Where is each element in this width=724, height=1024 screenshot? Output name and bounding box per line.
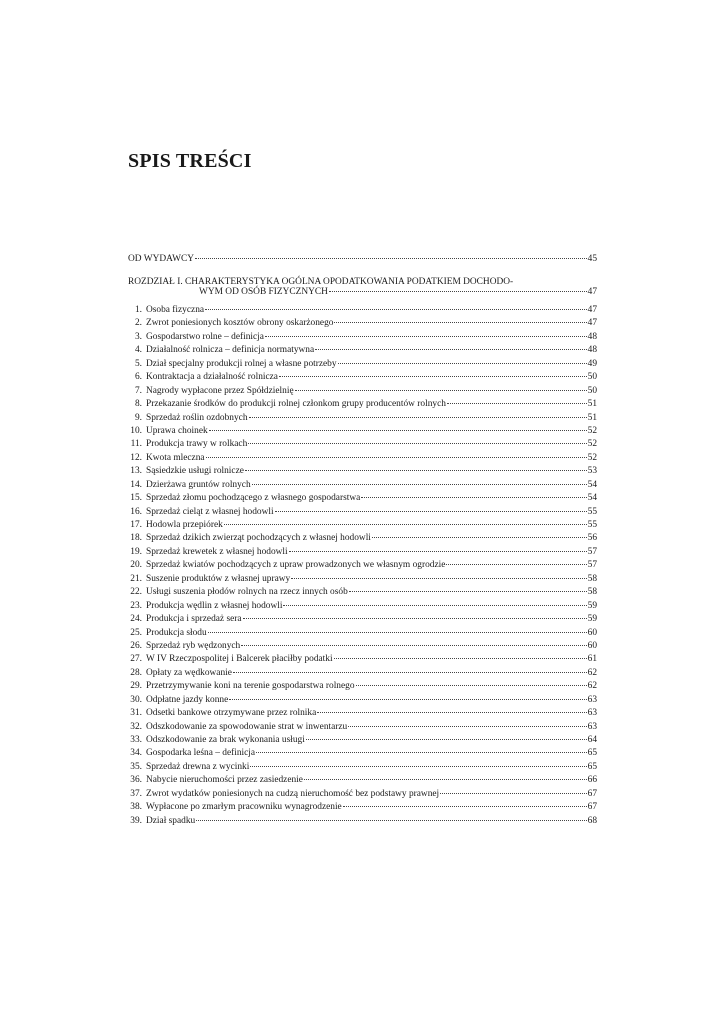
toc-entry[interactable] (128, 520, 597, 533)
toc-entry-number: 24. (130, 614, 142, 625)
dot-leader (205, 309, 587, 310)
toc-entry[interactable] (128, 439, 597, 452)
toc-entry-label: W IV Rzeczpospolitej i Balcerek płaciłby podatki (146, 654, 333, 665)
toc-entry-number: 14. (130, 479, 142, 490)
toc-entry-page: 48 (587, 345, 597, 356)
toc-chapter-heading[interactable] (128, 277, 597, 297)
dot-leader (209, 430, 587, 431)
toc-entry-page: 66 (587, 775, 597, 786)
toc-entry-page: 68 (587, 815, 597, 826)
toc-entry[interactable] (128, 426, 597, 439)
toc-entry[interactable] (128, 735, 597, 748)
toc-entry-page: 63 (587, 694, 597, 705)
toc-entry-page: 65 (587, 761, 597, 772)
toc-entry-label: Produkcja trawy w rolkach (146, 439, 248, 450)
toc-entry-label: Kwota mleczna (146, 452, 205, 463)
toc-entry-label: Produkcja wędlin z własnej hodowli (146, 600, 283, 611)
toc-entry[interactable] (128, 708, 597, 721)
dot-leader (279, 376, 587, 377)
toc-entry[interactable] (128, 816, 597, 829)
dot-leader (349, 591, 587, 592)
dot-leader (196, 820, 586, 821)
toc-entry[interactable] (128, 587, 597, 600)
toc-entry-label: Odpłatne jazdy konne (146, 694, 229, 705)
toc-entry[interactable] (128, 305, 597, 318)
toc-entry[interactable] (128, 668, 597, 681)
toc-entry[interactable] (128, 493, 597, 506)
toc-entry-number: 17. (130, 520, 142, 530)
toc-entry-number: 19. (130, 546, 142, 557)
dot-leader (356, 685, 587, 686)
dot-leader (315, 349, 586, 350)
toc-entry-label: Uprawa choinek (146, 425, 208, 436)
toc-entry-label: Produkcja i sprzedaż sera (146, 614, 242, 625)
toc-entry-page: 62 (587, 667, 597, 678)
dot-leader (329, 291, 587, 292)
dot-leader (206, 457, 587, 458)
toc-entry-label: Przetrzymywanie koni na terenie gospodarstwa rolnego (146, 681, 355, 692)
toc-entry-page: 45 (587, 254, 597, 264)
toc-entry-number: 31. (130, 708, 142, 719)
toc-entry-label: Gospodarstwo rolne – definicja (146, 331, 264, 342)
toc-entry-label: Sąsiedzkie usługi rolnicze (146, 466, 244, 477)
toc-entry[interactable] (128, 614, 597, 627)
dot-leader (348, 726, 586, 727)
dot-leader (208, 632, 587, 633)
toc-entry-number: 32. (130, 721, 142, 732)
toc-entry-page: 47 (587, 318, 597, 329)
toc-entry-number: 18. (130, 533, 142, 544)
toc-entry-label: Zwrot poniesionych kosztów obrony oskarżonego (146, 318, 334, 329)
dot-leader (224, 524, 587, 525)
toc-entry-number: 10. (130, 425, 142, 436)
toc-entry-label: Produkcja słodu (146, 627, 207, 638)
toc-entry-page: 47 (587, 305, 597, 315)
toc-entry[interactable] (128, 775, 597, 788)
toc-entry-label: Odszkodowanie za spowodowanie strat w inwentarzu (146, 721, 348, 732)
dot-leader (248, 443, 586, 444)
toc-entry-number: 11. (130, 439, 142, 450)
toc-entry-number: 35. (130, 761, 142, 772)
toc-entry-label: Opłaty za wędkowanie (146, 667, 232, 678)
toc-entry[interactable] (128, 547, 597, 560)
dot-leader (361, 497, 586, 498)
dot-leader (233, 672, 587, 673)
toc-entry[interactable] (128, 318, 597, 331)
dot-leader (291, 578, 586, 579)
toc-entry-page: 52 (587, 452, 597, 463)
toc-entry-label: Sprzedaż roślin ozdobnych (146, 412, 248, 423)
toc-entry[interactable] (128, 641, 597, 654)
toc-entry-number: 30. (130, 694, 142, 705)
toc-entry[interactable] (128, 560, 597, 573)
chapter-title-line2: WYM OD OSÓB FIZYCZNYCH (199, 287, 328, 297)
toc-entry[interactable] (128, 359, 597, 372)
toc-entry-label: Wypłacone po zmarłym pracowniku wynagrodzenie (146, 802, 342, 813)
toc-entry[interactable] (128, 372, 597, 385)
toc-entry[interactable] (128, 762, 597, 775)
toc-entry[interactable] (128, 466, 597, 479)
toc-entry-number: 26. (130, 640, 142, 651)
toc-entry-label: Dział spadku (146, 815, 196, 826)
toc-entry-page: 64 (587, 735, 597, 745)
toc-entry[interactable] (128, 748, 597, 761)
toc-entry-label: Sprzedaż krewetek z własnej hodowli (146, 546, 288, 557)
toc-entry-page: 52 (587, 439, 597, 450)
toc-entry-label: Sprzedaż cieląt z własnej hodowli (146, 506, 274, 517)
toc-entry-number: 21. (130, 573, 142, 584)
toc-entry-label: Zwrot wydatków poniesionych na cudzą nieruchomość bez podstawy prawnej (146, 788, 440, 799)
toc-entry-foreword[interactable] (128, 254, 597, 264)
toc-entry-label: Dzierżawa gruntów rolnych (146, 479, 251, 490)
toc-entry-page: 49 (587, 358, 597, 369)
toc-entry-number: 8. (134, 399, 142, 410)
dot-leader (245, 470, 587, 471)
dot-leader (229, 699, 586, 700)
toc-entry-number: 12. (130, 452, 142, 463)
toc-entry[interactable] (128, 628, 597, 641)
toc-entry-number: 5. (134, 358, 142, 369)
toc-entry-number: 4. (134, 345, 142, 356)
toc-entry-page: 58 (587, 587, 597, 598)
toc-entry-label: Sprzedaż ryb wędzonych (146, 640, 241, 651)
toc-entry-number: 7. (134, 385, 142, 396)
toc-entry-number: 1. (134, 305, 142, 315)
toc-entry-label: Usługi suszenia płodów rolnych na rzecz innych osób (146, 587, 348, 598)
toc-entry-page: 57 (587, 560, 597, 571)
toc-entry-page: 54 (587, 479, 597, 490)
chapter-page: 47 (587, 287, 597, 297)
toc-entry-label: Działalność rolnicza – definicja normatywna (146, 345, 315, 356)
toc-entry-label: Hodowla przepiórek (146, 520, 223, 530)
toc-entry-number: 36. (130, 775, 142, 786)
toc-entry-number: 29. (130, 681, 142, 692)
toc-entry-number: 39. (130, 815, 142, 826)
dot-leader (289, 551, 587, 552)
toc-entry-number: 6. (134, 372, 142, 383)
toc-entry-number: 23. (130, 600, 142, 611)
toc-entry-page: 58 (587, 573, 597, 584)
dot-leader (252, 484, 587, 485)
toc-entry-page: 55 (587, 506, 597, 517)
toc-entry-page: 57 (587, 546, 597, 557)
toc-entry-page: 54 (587, 493, 597, 504)
dot-leader (338, 363, 587, 364)
toc-entry-label: Przekazanie środków do produkcji rolnej członkom grupy producentów rolnych (146, 399, 446, 410)
toc-entry-page: 59 (587, 600, 597, 611)
toc-entry-label: OD WYDAWCY (128, 254, 194, 264)
toc-entry-label: Sprzedaż drewna z wycinki (146, 761, 250, 772)
toc-entry-number: 3. (134, 331, 142, 342)
dot-leader (334, 322, 586, 323)
dot-leader (275, 511, 587, 512)
toc-entry-page: 53 (587, 466, 597, 477)
toc-entry-number: 13. (130, 466, 142, 477)
dot-leader (241, 645, 586, 646)
toc-entry-page: 60 (587, 627, 597, 638)
toc-entry-page: 65 (587, 748, 597, 759)
toc-entry-page: 67 (587, 788, 597, 799)
dot-leader (317, 712, 586, 713)
toc-entry-number: 37. (130, 788, 142, 799)
toc-entry-page: 63 (587, 721, 597, 732)
toc-entry-page: 60 (587, 640, 597, 651)
toc-entry[interactable] (128, 601, 597, 614)
toc-entry-label: Gospodarka leśna – definicja (146, 748, 256, 759)
dot-leader (250, 766, 586, 767)
toc-entry[interactable] (128, 533, 597, 546)
toc-entry-number: 38. (130, 802, 142, 813)
toc-entry-page: 51 (587, 412, 597, 423)
toc-entry-number: 27. (130, 654, 142, 665)
dot-leader (283, 605, 586, 606)
toc-entry[interactable] (128, 332, 597, 345)
toc-entry[interactable] (128, 789, 597, 802)
toc-entry-label: Dział specjalny produkcji rolnej a własne potrzeby (146, 358, 337, 369)
toc-entry-page: 51 (587, 399, 597, 410)
toc-entry-page: 67 (587, 802, 597, 813)
toc-entry[interactable] (128, 654, 597, 667)
toc-entry-label: Sprzedaż złomu pochodzącego z własnego gospodarstwa (146, 493, 361, 504)
dot-leader (446, 564, 586, 565)
toc-entry-number: 15. (130, 493, 142, 504)
toc-entry-page: 56 (587, 533, 597, 544)
dot-leader (372, 537, 587, 538)
toc-entry[interactable] (128, 681, 597, 694)
toc-entry-label: Kontraktacja a działalność rolnicza (146, 372, 278, 383)
toc-entry-number: 28. (130, 667, 142, 678)
dot-leader (440, 793, 586, 794)
toc-entry-number: 34. (130, 748, 142, 759)
dot-leader (256, 752, 587, 753)
dot-leader (306, 739, 587, 740)
toc-entry-label: Odsetki bankowe otrzymywane przez rolnika (146, 708, 317, 719)
dot-leader (265, 336, 587, 337)
toc-entry-number: 20. (130, 560, 142, 571)
toc-entry[interactable] (128, 507, 597, 520)
dot-leader (295, 390, 587, 391)
toc-entry-page: 62 (587, 681, 597, 692)
toc-entry[interactable] (128, 453, 597, 466)
toc-entry-page: 63 (587, 708, 597, 719)
dot-leader (304, 779, 587, 780)
toc-entry-page: 52 (587, 425, 597, 436)
toc-entry-number: 16. (130, 506, 142, 517)
toc-entry[interactable] (128, 722, 597, 735)
dot-leader (334, 658, 587, 659)
toc-entry-page: 50 (587, 385, 597, 396)
toc-entry[interactable] (128, 345, 597, 358)
toc-entry[interactable] (128, 802, 597, 815)
toc-entry-label: Suszenie produktów z własnej uprawy (146, 573, 291, 584)
toc-entry-label: Sprzedaż dzikich zwierząt pochodzących z własnej hodowli (146, 533, 371, 544)
toc-entry-label: Nabycie nieruchomości przez zasiedzenie (146, 775, 303, 786)
dot-leader (195, 258, 587, 259)
chapter-title-line1: ROZDZIAŁ I. CHARAKTERYSTYKA OGÓLNA OPODATKOWANIA PODATKIEM DOCHODO- (128, 277, 514, 287)
dot-leader (249, 417, 587, 418)
toc-entry-number: 9. (134, 412, 142, 423)
toc-entry-list (128, 305, 597, 829)
toc-entry-page: 61 (587, 654, 597, 665)
toc-entry-page: 59 (587, 614, 597, 625)
page-title: SPIS TREŚCI (128, 150, 252, 172)
toc-entry[interactable] (128, 386, 597, 399)
toc-entry-page: 48 (587, 331, 597, 342)
toc-entry-page: 50 (587, 372, 597, 383)
toc-entry[interactable] (128, 413, 597, 426)
toc-entry[interactable] (128, 480, 597, 493)
toc-entry-label: Osoba fizyczna (146, 305, 205, 315)
toc-entry[interactable] (128, 399, 597, 412)
toc-entry-page: 55 (587, 520, 597, 530)
toc-entry-label: Nagrody wypłacone przez Spółdzielnię (146, 385, 294, 396)
dot-leader (447, 403, 587, 404)
toc-entry-label: Odszkodowanie za brak wykonania usługi (146, 735, 305, 745)
toc-entry-label: Sprzedaż kwiatów pochodzących z upraw prowadzonych we własnym ogrodzie (146, 560, 446, 571)
toc-entry-number: 33. (130, 735, 142, 745)
toc-entry[interactable] (128, 695, 597, 708)
toc-entry-number: 2. (134, 318, 142, 329)
table-of-contents (128, 254, 597, 829)
toc-entry-number: 25. (130, 627, 142, 638)
toc-entry[interactable] (128, 574, 597, 587)
dot-leader (343, 806, 587, 807)
toc-entry-number: 22. (130, 587, 142, 598)
dot-leader (243, 618, 587, 619)
